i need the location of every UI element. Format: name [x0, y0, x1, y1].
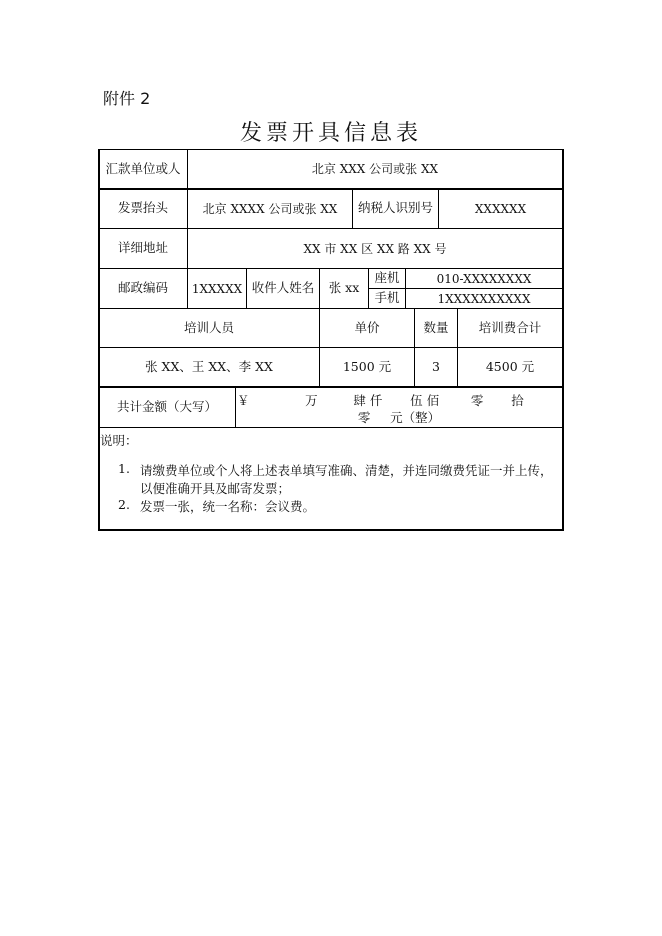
total-value: 4500 元 — [485, 358, 535, 374]
invoice-header-value: 北京 XXXX 公司或张 XX — [202, 201, 338, 216]
unit-price-value: 1500 元 — [342, 358, 392, 374]
amount-words-line-2: 零 元（整） — [357, 410, 441, 425]
taxpayer-id-label: 纳税人识别号 — [357, 200, 433, 216]
trainees-header: 培训人员 — [183, 319, 234, 335]
attachment-label: 附件 2 — [103, 89, 151, 108]
mobile-value: 1XXXXXXXXXX — [437, 291, 531, 306]
note-1-number: 1. — [118, 461, 130, 476]
payer-label: 汇款单位或人 — [105, 160, 181, 176]
quantity-value: 3 — [432, 358, 440, 374]
payer-value: 北京 XXX 公司或张 XX — [311, 162, 439, 176]
address-value: XX 市 XX 区 XX 路 XX 号 — [303, 241, 447, 256]
amount-words-line-1: ￥ 万 肆 仟 伍 佰 零 拾 — [237, 393, 524, 408]
recipient-label: 收件人姓名 — [251, 280, 315, 296]
postcode-label: 邮政编码 — [117, 280, 168, 296]
recipient-value: 张 xx — [328, 280, 360, 296]
note-1-line-2: 以便准确开具及邮寄发票； — [140, 481, 291, 496]
note-1-line-1: 请缴费单位或个人将上述表单填写准确、清楚，并连同缴费凭证一并上传， — [140, 463, 553, 478]
form-title: 发票开具信息表 — [239, 121, 422, 146]
quantity-header: 数量 — [423, 319, 449, 335]
notes-heading: 说明： — [100, 433, 138, 448]
postcode-value: 1XXXXX — [191, 281, 243, 296]
landline-label: 座机 — [374, 270, 400, 286]
taxpayer-id-value: XXXXXX — [474, 201, 527, 216]
invoice-header-label: 发票抬头 — [117, 200, 168, 216]
amount-label: 共计金额（大写） — [116, 398, 217, 414]
total-header: 培训费合计 — [478, 319, 542, 335]
note-2-number: 2. — [118, 497, 130, 512]
amount-in-words — [237, 387, 561, 427]
unit-price-header: 单价 — [354, 319, 380, 335]
mobile-label: 手机 — [374, 290, 400, 306]
address-label: 详细地址 — [117, 240, 168, 256]
trainees-value: 张 XX、王 XX、李 XX — [145, 358, 273, 374]
landline-value: 010-XXXXXXXX — [436, 271, 532, 286]
note-2-line-1: 发票一张，统一名称：会议费。 — [140, 499, 316, 514]
